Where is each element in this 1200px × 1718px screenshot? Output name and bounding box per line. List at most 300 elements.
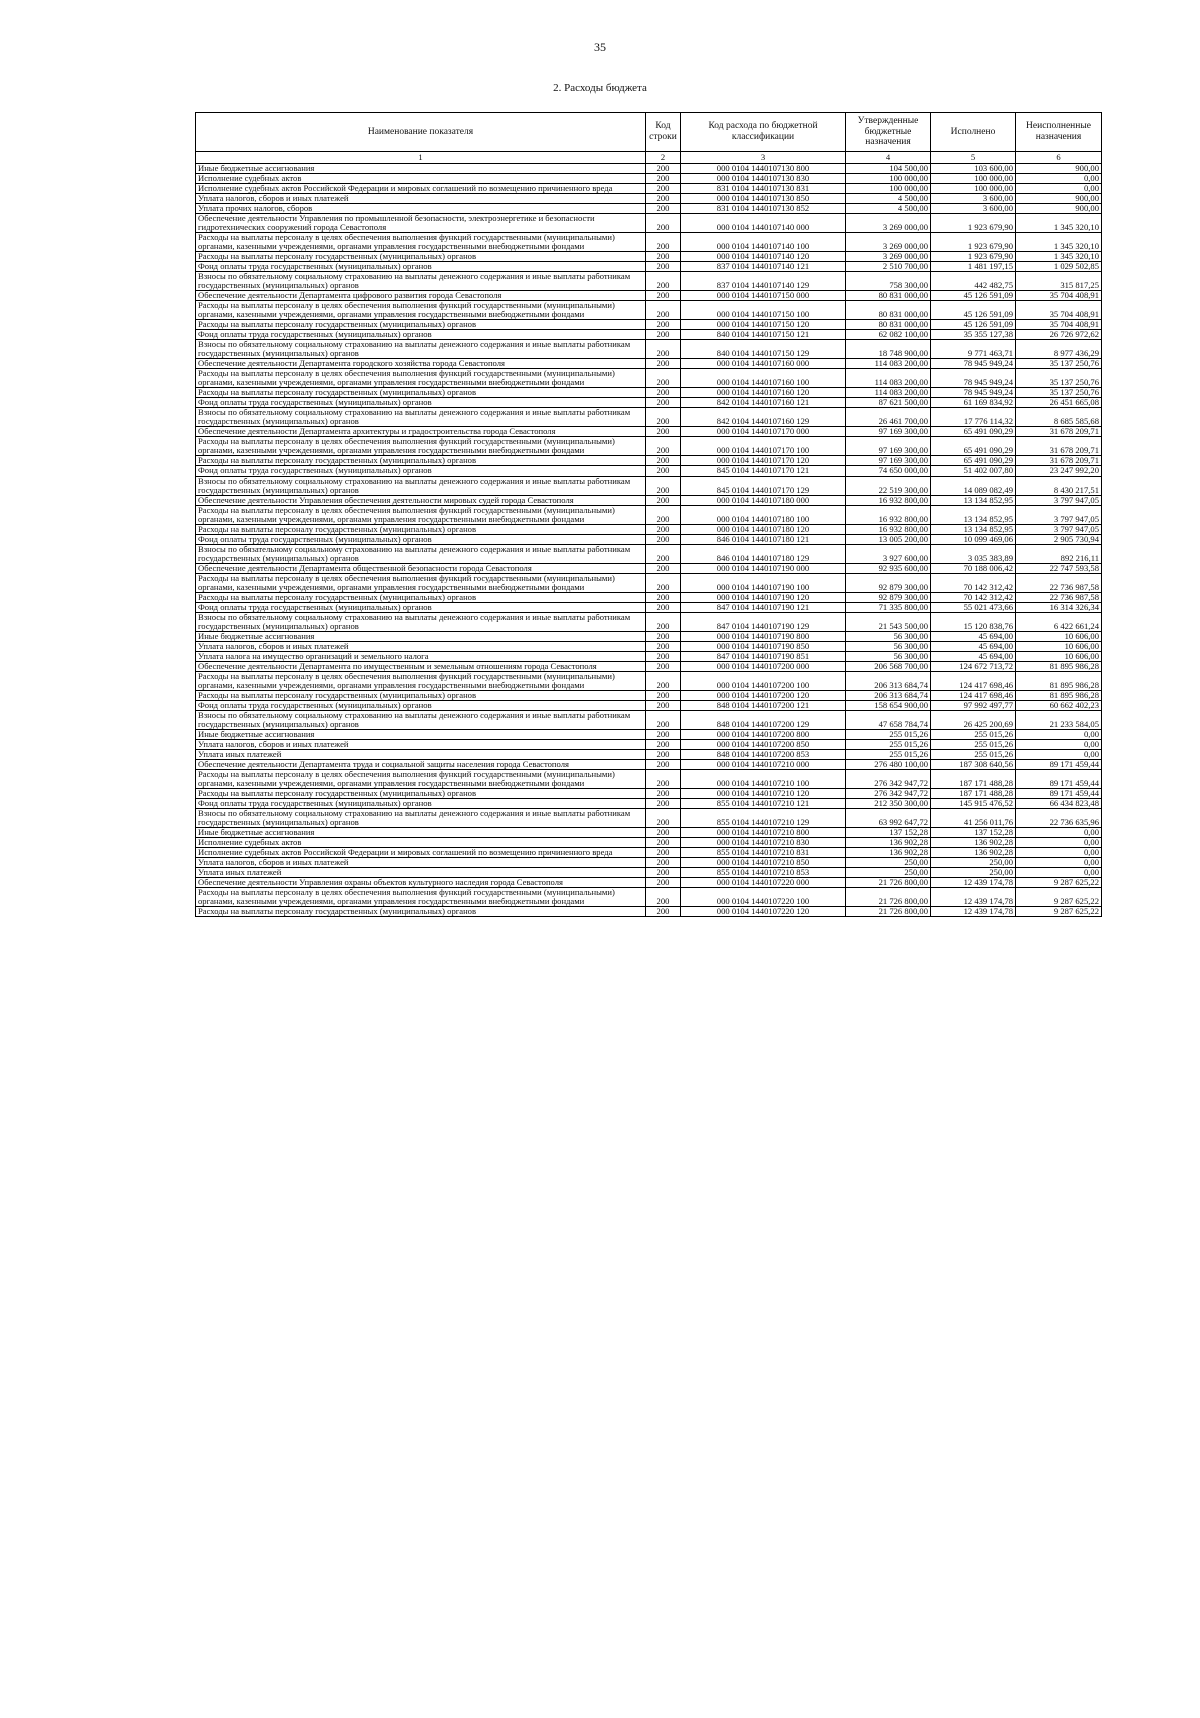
row-executed: 3 035 383,89: [931, 544, 1016, 563]
table-row: [196, 710, 1102, 729]
row-approved: 276 480 100,00: [846, 759, 931, 769]
row-executed: 70 142 312,42: [931, 592, 1016, 602]
row-expense-code: 000 0104 1440107210 800: [681, 828, 846, 838]
row-approved: 3 927 600,00: [846, 544, 931, 563]
row-expense-code: 000 0104 1440107190 120: [681, 592, 846, 602]
row-line-code: 200: [646, 233, 681, 252]
row-line-code: 200: [646, 272, 681, 291]
table-row: [196, 759, 1102, 769]
row-approved: 276 342 947,72: [846, 789, 931, 799]
row-approved: 71 335 800,00: [846, 602, 931, 612]
row-executed: 1 923 679,90: [931, 233, 1016, 252]
table-row: [196, 262, 1102, 272]
row-executed: 17 776 114,32: [931, 408, 1016, 427]
header-row-code: Код строки: [646, 113, 681, 152]
table-row: [196, 388, 1102, 398]
row-unexecuted: 89 171 459,44: [1016, 789, 1102, 799]
row-executed: 124 417 698,46: [931, 671, 1016, 690]
row-line-code: 200: [646, 651, 681, 661]
row-expense-code: 000 0104 1440107150 100: [681, 301, 846, 320]
row-approved: 206 313 684,74: [846, 690, 931, 700]
row-name: Взносы по обязательному социальному страхованию на выплаты денежного содержания и иные выплаты работникам государственных (муниципальных) органов: [196, 340, 646, 359]
header-expense-code: Код расхода по бюджетной классификации: [681, 113, 846, 152]
row-name: Расходы на выплаты персоналу государственных (муниципальных) органов: [196, 252, 646, 262]
row-name: Расходы на выплаты персоналу в целях обеспечения выполнения функций государственными (муниципальными) органами, казенными учреждениями, органами управления государственными внебюджетными фондами: [196, 573, 646, 592]
table-row: [196, 563, 1102, 573]
row-expense-code: 000 0104 1440107190 000: [681, 563, 846, 573]
table-row: [196, 809, 1102, 828]
row-approved: 62 082 100,00: [846, 330, 931, 340]
row-line-code: 200: [646, 858, 681, 868]
row-unexecuted: 10 606,00: [1016, 631, 1102, 641]
row-expense-code: 848 0104 1440107200 129: [681, 710, 846, 729]
row-approved: 4 500,00: [846, 194, 931, 204]
row-unexecuted: 22 736 635,96: [1016, 809, 1102, 828]
row-expense-code: 000 0104 1440107170 100: [681, 437, 846, 456]
row-name: Исполнение судебных актов Российской Федерации и мировых соглашений по возмещению причиненного вреда: [196, 184, 646, 194]
row-executed: 124 417 698,46: [931, 690, 1016, 700]
row-unexecuted: 0,00: [1016, 848, 1102, 858]
row-approved: 21 726 800,00: [846, 888, 931, 907]
row-executed: 187 308 640,56: [931, 759, 1016, 769]
table-row: [196, 651, 1102, 661]
row-approved: 104 500,00: [846, 164, 931, 174]
row-approved: 18 748 900,00: [846, 340, 931, 359]
row-name: Взносы по обязательному социальному страхованию на выплаты денежного содержания и иные выплаты работникам государственных (муниципальных) органов: [196, 408, 646, 427]
row-expense-code: 000 0104 1440107220 100: [681, 888, 846, 907]
row-line-code: 200: [646, 466, 681, 476]
row-unexecuted: 900,00: [1016, 204, 1102, 214]
row-unexecuted: 22 747 593,58: [1016, 563, 1102, 573]
row-expense-code: 842 0104 1440107160 121: [681, 398, 846, 408]
row-line-code: 200: [646, 340, 681, 359]
row-line-code: 200: [646, 252, 681, 262]
row-line-code: 200: [646, 739, 681, 749]
row-name: Взносы по обязательному социальному страхованию на выплаты денежного содержания и иные выплаты работникам государственных (муниципальных) органов: [196, 544, 646, 563]
row-unexecuted: 3 797 947,05: [1016, 495, 1102, 505]
row-approved: 100 000,00: [846, 174, 931, 184]
row-name: Уплата налогов, сборов и иных платежей: [196, 641, 646, 651]
row-line-code: 200: [646, 291, 681, 301]
row-line-code: 200: [646, 828, 681, 838]
row-executed: 137 152,28: [931, 828, 1016, 838]
row-unexecuted: 3 797 947,05: [1016, 505, 1102, 524]
row-unexecuted: 22 736 987,58: [1016, 592, 1102, 602]
row-executed: 45 126 591,09: [931, 320, 1016, 330]
row-executed: 12 439 174,78: [931, 888, 1016, 907]
row-unexecuted: 89 171 459,44: [1016, 759, 1102, 769]
row-expense-code: 846 0104 1440107180 121: [681, 534, 846, 544]
row-approved: 136 902,28: [846, 838, 931, 848]
row-line-code: 200: [646, 789, 681, 799]
row-name: Исполнение судебных актов: [196, 174, 646, 184]
row-expense-code: 000 0104 1440107130 800: [681, 164, 846, 174]
row-executed: 78 945 949,24: [931, 359, 1016, 369]
table-row: [196, 194, 1102, 204]
row-approved: 56 300,00: [846, 651, 931, 661]
row-executed: 45 694,00: [931, 651, 1016, 661]
row-approved: 137 152,28: [846, 828, 931, 838]
row-executed: 13 134 852,95: [931, 495, 1016, 505]
row-name: Уплата налогов, сборов и иных платежей: [196, 739, 646, 749]
row-name: Обеспечение деятельности Департамента архитектуры и градостроительства города Севастополя: [196, 427, 646, 437]
row-executed: 255 015,26: [931, 739, 1016, 749]
row-unexecuted: 8 430 217,51: [1016, 476, 1102, 495]
row-approved: 97 169 300,00: [846, 427, 931, 437]
row-executed: 70 188 006,42: [931, 563, 1016, 573]
table-row: [196, 661, 1102, 671]
row-unexecuted: 1 345 320,10: [1016, 214, 1102, 233]
row-approved: 114 083 200,00: [846, 369, 931, 388]
row-approved: 2 510 700,00: [846, 262, 931, 272]
row-expense-code: 000 0104 1440107210 000: [681, 759, 846, 769]
row-line-code: 200: [646, 505, 681, 524]
row-name: Уплата налогов, сборов и иных платежей: [196, 194, 646, 204]
row-name: Фонд оплаты труда государственных (муниципальных) органов: [196, 330, 646, 340]
row-unexecuted: 8 977 436,29: [1016, 340, 1102, 359]
row-name: Обеспечение деятельности Департамента по имущественным и земельным отношениям города Севастополя: [196, 661, 646, 671]
row-executed: 3 600,00: [931, 204, 1016, 214]
row-expense-code: 000 0104 1440107210 850: [681, 858, 846, 868]
row-executed: 10 099 469,06: [931, 534, 1016, 544]
row-name: Фонд оплаты труда государственных (муниципальных) органов: [196, 534, 646, 544]
table-row: [196, 359, 1102, 369]
column-number: 2: [646, 152, 681, 164]
row-unexecuted: 10 606,00: [1016, 651, 1102, 661]
budget-expenses-table: [195, 112, 1102, 917]
row-line-code: 200: [646, 671, 681, 690]
row-approved: 250,00: [846, 868, 931, 878]
row-line-code: 200: [646, 262, 681, 272]
column-number: 3: [681, 152, 846, 164]
table-row: [196, 769, 1102, 788]
table-row: [196, 602, 1102, 612]
row-expense-code: 855 0104 1440107210 853: [681, 868, 846, 878]
row-expense-code: 000 0104 1440107130 830: [681, 174, 846, 184]
row-name: Фонд оплаты труда государственных (муниципальных) органов: [196, 398, 646, 408]
row-expense-code: 845 0104 1440107170 129: [681, 476, 846, 495]
row-executed: 78 945 949,24: [931, 369, 1016, 388]
row-executed: 65 491 090,29: [931, 437, 1016, 456]
row-expense-code: 848 0104 1440107200 121: [681, 700, 846, 710]
row-approved: 92 879 300,00: [846, 573, 931, 592]
table-row: [196, 233, 1102, 252]
row-line-code: 200: [646, 427, 681, 437]
row-unexecuted: 0,00: [1016, 828, 1102, 838]
row-name: Взносы по обязательному социальному страхованию на выплаты денежного содержания и иные выплаты работникам государственных (муниципальных) органов: [196, 710, 646, 729]
table-row: [196, 320, 1102, 330]
table-row: [196, 799, 1102, 809]
row-line-code: 200: [646, 641, 681, 651]
row-line-code: 200: [646, 398, 681, 408]
row-approved: 758 300,00: [846, 272, 931, 291]
row-executed: 45 126 591,09: [931, 291, 1016, 301]
row-expense-code: 000 0104 1440107170 000: [681, 427, 846, 437]
row-line-code: 200: [646, 184, 681, 194]
table-row: [196, 878, 1102, 888]
row-approved: 3 269 000,00: [846, 252, 931, 262]
row-line-code: 200: [646, 769, 681, 788]
row-expense-code: 000 0104 1440107210 120: [681, 789, 846, 799]
table-row: [196, 907, 1102, 917]
row-unexecuted: 0,00: [1016, 749, 1102, 759]
row-expense-code: 000 0104 1440107190 800: [681, 631, 846, 641]
column-number: 4: [846, 152, 931, 164]
table-body: [196, 152, 1102, 917]
table-row: [196, 330, 1102, 340]
row-line-code: 200: [646, 495, 681, 505]
row-approved: 26 461 700,00: [846, 408, 931, 427]
row-approved: 136 902,28: [846, 848, 931, 858]
row-approved: 206 313 684,74: [846, 671, 931, 690]
row-expense-code: 855 0104 1440107210 121: [681, 799, 846, 809]
row-line-code: 200: [646, 799, 681, 809]
table-row: [196, 214, 1102, 233]
table-row: [196, 495, 1102, 505]
row-line-code: 200: [646, 700, 681, 710]
row-approved: 97 169 300,00: [846, 437, 931, 456]
row-name: Исполнение судебных актов Российской Федерации и мировых соглашений по возмещению причиненного вреда: [196, 848, 646, 858]
row-approved: 212 350 300,00: [846, 799, 931, 809]
row-line-code: 200: [646, 369, 681, 388]
row-line-code: 200: [646, 809, 681, 828]
row-expense-code: 000 0104 1440107210 830: [681, 838, 846, 848]
row-executed: 187 171 488,28: [931, 769, 1016, 788]
row-line-code: 200: [646, 907, 681, 917]
row-executed: 100 000,00: [931, 184, 1016, 194]
column-number: 1: [196, 152, 646, 164]
row-expense-code: 000 0104 1440107200 100: [681, 671, 846, 690]
header-executed: Исполнено: [931, 113, 1016, 152]
row-expense-code: 840 0104 1440107150 129: [681, 340, 846, 359]
row-executed: 51 402 007,80: [931, 466, 1016, 476]
row-executed: 35 355 127,38: [931, 330, 1016, 340]
row-executed: 70 142 312,42: [931, 573, 1016, 592]
row-name: Иные бюджетные ассигнования: [196, 828, 646, 838]
row-unexecuted: 892 216,11: [1016, 544, 1102, 563]
row-expense-code: 000 0104 1440107220 000: [681, 878, 846, 888]
row-unexecuted: 89 171 459,44: [1016, 769, 1102, 788]
row-approved: 56 300,00: [846, 641, 931, 651]
row-unexecuted: 31 678 209,71: [1016, 437, 1102, 456]
row-unexecuted: 1 029 502,85: [1016, 262, 1102, 272]
row-approved: 100 000,00: [846, 184, 931, 194]
table-row: [196, 690, 1102, 700]
row-name: Взносы по обязательному социальному страхованию на выплаты денежного содержания и иные выплаты работникам государственных (муниципальных) органов: [196, 272, 646, 291]
row-executed: 9 771 463,71: [931, 340, 1016, 359]
row-name: Расходы на выплаты персоналу в целях обеспечения выполнения функций государственными (муниципальными) органами, казенными учреждениями, органами управления государственными внебюджетными фондами: [196, 369, 646, 388]
row-name: Фонд оплаты труда государственных (муниципальных) органов: [196, 799, 646, 809]
table-row: [196, 592, 1102, 602]
row-expense-code: 842 0104 1440107160 129: [681, 408, 846, 427]
row-line-code: 200: [646, 888, 681, 907]
row-executed: 255 015,26: [931, 729, 1016, 739]
row-line-code: 200: [646, 612, 681, 631]
row-name: Фонд оплаты труда государственных (муниципальных) органов: [196, 700, 646, 710]
row-executed: 65 491 090,29: [931, 456, 1016, 466]
row-unexecuted: 81 895 986,28: [1016, 671, 1102, 690]
row-executed: 15 120 838,76: [931, 612, 1016, 631]
row-approved: 158 654 900,00: [846, 700, 931, 710]
row-approved: 97 169 300,00: [846, 456, 931, 466]
row-expense-code: 000 0104 1440107150 120: [681, 320, 846, 330]
row-line-code: 200: [646, 194, 681, 204]
row-name: Расходы на выплаты персоналу государственных (муниципальных) органов: [196, 907, 646, 917]
row-unexecuted: 9 287 625,22: [1016, 878, 1102, 888]
row-line-code: 200: [646, 848, 681, 858]
table-row: [196, 828, 1102, 838]
row-unexecuted: 81 895 986,28: [1016, 690, 1102, 700]
row-expense-code: 000 0104 1440107220 120: [681, 907, 846, 917]
table-row: [196, 184, 1102, 194]
row-name: Обеспечение деятельности Департамента цифрового развития города Севастополя: [196, 291, 646, 301]
column-number-row: [196, 152, 1102, 164]
row-approved: 80 831 000,00: [846, 291, 931, 301]
table-row: [196, 164, 1102, 174]
row-expense-code: 831 0104 1440107130 831: [681, 184, 846, 194]
table-row: [196, 700, 1102, 710]
table-row: [196, 848, 1102, 858]
row-unexecuted: 26 451 665,08: [1016, 398, 1102, 408]
row-unexecuted: 31 678 209,71: [1016, 427, 1102, 437]
row-line-code: 200: [646, 838, 681, 848]
row-name: Расходы на выплаты персоналу государственных (муниципальных) органов: [196, 789, 646, 799]
row-expense-code: 000 0104 1440107130 850: [681, 194, 846, 204]
row-executed: 1 923 679,90: [931, 252, 1016, 262]
row-approved: 92 935 600,00: [846, 563, 931, 573]
row-expense-code: 855 0104 1440107210 831: [681, 848, 846, 858]
row-expense-code: 000 0104 1440107200 000: [681, 661, 846, 671]
table-row: [196, 301, 1102, 320]
table-row: [196, 476, 1102, 495]
row-line-code: 200: [646, 388, 681, 398]
row-unexecuted: 0,00: [1016, 729, 1102, 739]
row-expense-code: 000 0104 1440107190 100: [681, 573, 846, 592]
row-name: Уплата налога на имущество организаций и земельного налога: [196, 651, 646, 661]
row-expense-code: 000 0104 1440107180 120: [681, 524, 846, 534]
row-line-code: 200: [646, 330, 681, 340]
row-line-code: 200: [646, 359, 681, 369]
row-approved: 47 658 784,74: [846, 710, 931, 729]
row-executed: 255 015,26: [931, 749, 1016, 759]
row-expense-code: 000 0104 1440107200 120: [681, 690, 846, 700]
row-expense-code: 000 0104 1440107160 000: [681, 359, 846, 369]
row-expense-code: 000 0104 1440107190 850: [681, 641, 846, 651]
row-line-code: 200: [646, 573, 681, 592]
row-name: Уплата иных платежей: [196, 749, 646, 759]
row-expense-code: 000 0104 1440107210 100: [681, 769, 846, 788]
row-unexecuted: 1 345 320,10: [1016, 252, 1102, 262]
row-unexecuted: 315 817,25: [1016, 272, 1102, 291]
row-expense-code: 847 0104 1440107190 129: [681, 612, 846, 631]
row-unexecuted: 1 345 320,10: [1016, 233, 1102, 252]
row-name: Расходы на выплаты персоналу государственных (муниципальных) органов: [196, 320, 646, 330]
table-row: [196, 340, 1102, 359]
row-line-code: 200: [646, 301, 681, 320]
row-approved: 21 726 800,00: [846, 878, 931, 888]
row-approved: 92 879 300,00: [846, 592, 931, 602]
row-approved: 276 342 947,72: [846, 769, 931, 788]
row-executed: 14 089 082,49: [931, 476, 1016, 495]
row-executed: 187 171 488,28: [931, 789, 1016, 799]
table-row: [196, 291, 1102, 301]
table-row: [196, 204, 1102, 214]
row-unexecuted: 900,00: [1016, 194, 1102, 204]
row-name: Расходы на выплаты персоналу в целях обеспечения выполнения функций государственными (муниципальными) органами, казенными учреждениями, органами управления государственными внебюджетными фондами: [196, 233, 646, 252]
row-expense-code: 000 0104 1440107170 120: [681, 456, 846, 466]
row-expense-code: 000 0104 1440107200 800: [681, 729, 846, 739]
row-name: Взносы по обязательному социальному страхованию на выплаты денежного содержания и иные выплаты работникам государственных (муниципальных) органов: [196, 612, 646, 631]
row-expense-code: 000 0104 1440107160 100: [681, 369, 846, 388]
row-approved: 206 568 700,00: [846, 661, 931, 671]
row-name: Расходы на выплаты персоналу государственных (муниципальных) органов: [196, 690, 646, 700]
row-executed: 61 169 834,92: [931, 398, 1016, 408]
table-row: [196, 641, 1102, 651]
row-unexecuted: 31 678 209,71: [1016, 456, 1102, 466]
table-header-row: [196, 113, 1102, 152]
table-row: [196, 888, 1102, 907]
row-unexecuted: 35 137 250,76: [1016, 359, 1102, 369]
row-line-code: 200: [646, 408, 681, 427]
row-name: Расходы на выплаты персоналу в целях обеспечения выполнения функций государственными (муниципальными) органами, казенными учреждениями, органами управления государственными внебюджетными фондами: [196, 437, 646, 456]
row-line-code: 200: [646, 868, 681, 878]
row-line-code: 200: [646, 214, 681, 233]
row-expense-code: 000 0104 1440107200 850: [681, 739, 846, 749]
row-line-code: 200: [646, 544, 681, 563]
row-unexecuted: 66 434 823,48: [1016, 799, 1102, 809]
row-name: Иные бюджетные ассигнования: [196, 164, 646, 174]
row-name: Расходы на выплаты персоналу в целях обеспечения выполнения функций государственными (муниципальными) органами, казенными учреждениями, органами управления государственными внебюджетными фондами: [196, 505, 646, 524]
row-name: Расходы на выплаты персоналу в целях обеспечения выполнения функций государственными (муниципальными) органами, казенными учреждениями, органами управления государственными внебюджетными фондами: [196, 301, 646, 320]
row-unexecuted: 6 422 661,24: [1016, 612, 1102, 631]
table-row: [196, 789, 1102, 799]
row-executed: 45 694,00: [931, 641, 1016, 651]
row-approved: 63 992 647,72: [846, 809, 931, 828]
row-executed: 12 439 174,78: [931, 907, 1016, 917]
row-unexecuted: 60 662 402,23: [1016, 700, 1102, 710]
row-executed: 45 694,00: [931, 631, 1016, 641]
row-name: Иные бюджетные ассигнования: [196, 729, 646, 739]
row-expense-code: 855 0104 1440107210 129: [681, 809, 846, 828]
table-row: [196, 437, 1102, 456]
row-unexecuted: 0,00: [1016, 174, 1102, 184]
row-line-code: 200: [646, 749, 681, 759]
column-number: 5: [931, 152, 1016, 164]
row-unexecuted: 900,00: [1016, 164, 1102, 174]
row-line-code: 200: [646, 534, 681, 544]
row-approved: 22 519 300,00: [846, 476, 931, 495]
row-approved: 80 831 000,00: [846, 320, 931, 330]
row-name: Исполнение судебных актов: [196, 838, 646, 848]
row-name: Обеспечение деятельности Департамента труда и социальной защиты населения города Севастополя: [196, 759, 646, 769]
row-expense-code: 848 0104 1440107200 853: [681, 749, 846, 759]
row-unexecuted: 35 704 408,91: [1016, 291, 1102, 301]
row-expense-code: 000 0104 1440107160 120: [681, 388, 846, 398]
row-executed: 41 256 011,76: [931, 809, 1016, 828]
row-unexecuted: 2 905 730,94: [1016, 534, 1102, 544]
row-executed: 45 126 591,09: [931, 301, 1016, 320]
row-name: Уплата прочих налогов, сборов: [196, 204, 646, 214]
row-unexecuted: 0,00: [1016, 868, 1102, 878]
row-name: Расходы на выплаты персоналу в целях обеспечения выполнения функций государственными (муниципальными) органами, казенными учреждениями, органами управления государственными внебюджетными фондами: [196, 769, 646, 788]
row-name: Уплата иных платежей: [196, 868, 646, 878]
row-approved: 4 500,00: [846, 204, 931, 214]
table-row: [196, 174, 1102, 184]
row-executed: 12 439 174,78: [931, 878, 1016, 888]
row-unexecuted: 16 314 326,34: [1016, 602, 1102, 612]
row-expense-code: 000 0104 1440107140 100: [681, 233, 846, 252]
row-executed: 13 134 852,95: [931, 524, 1016, 534]
